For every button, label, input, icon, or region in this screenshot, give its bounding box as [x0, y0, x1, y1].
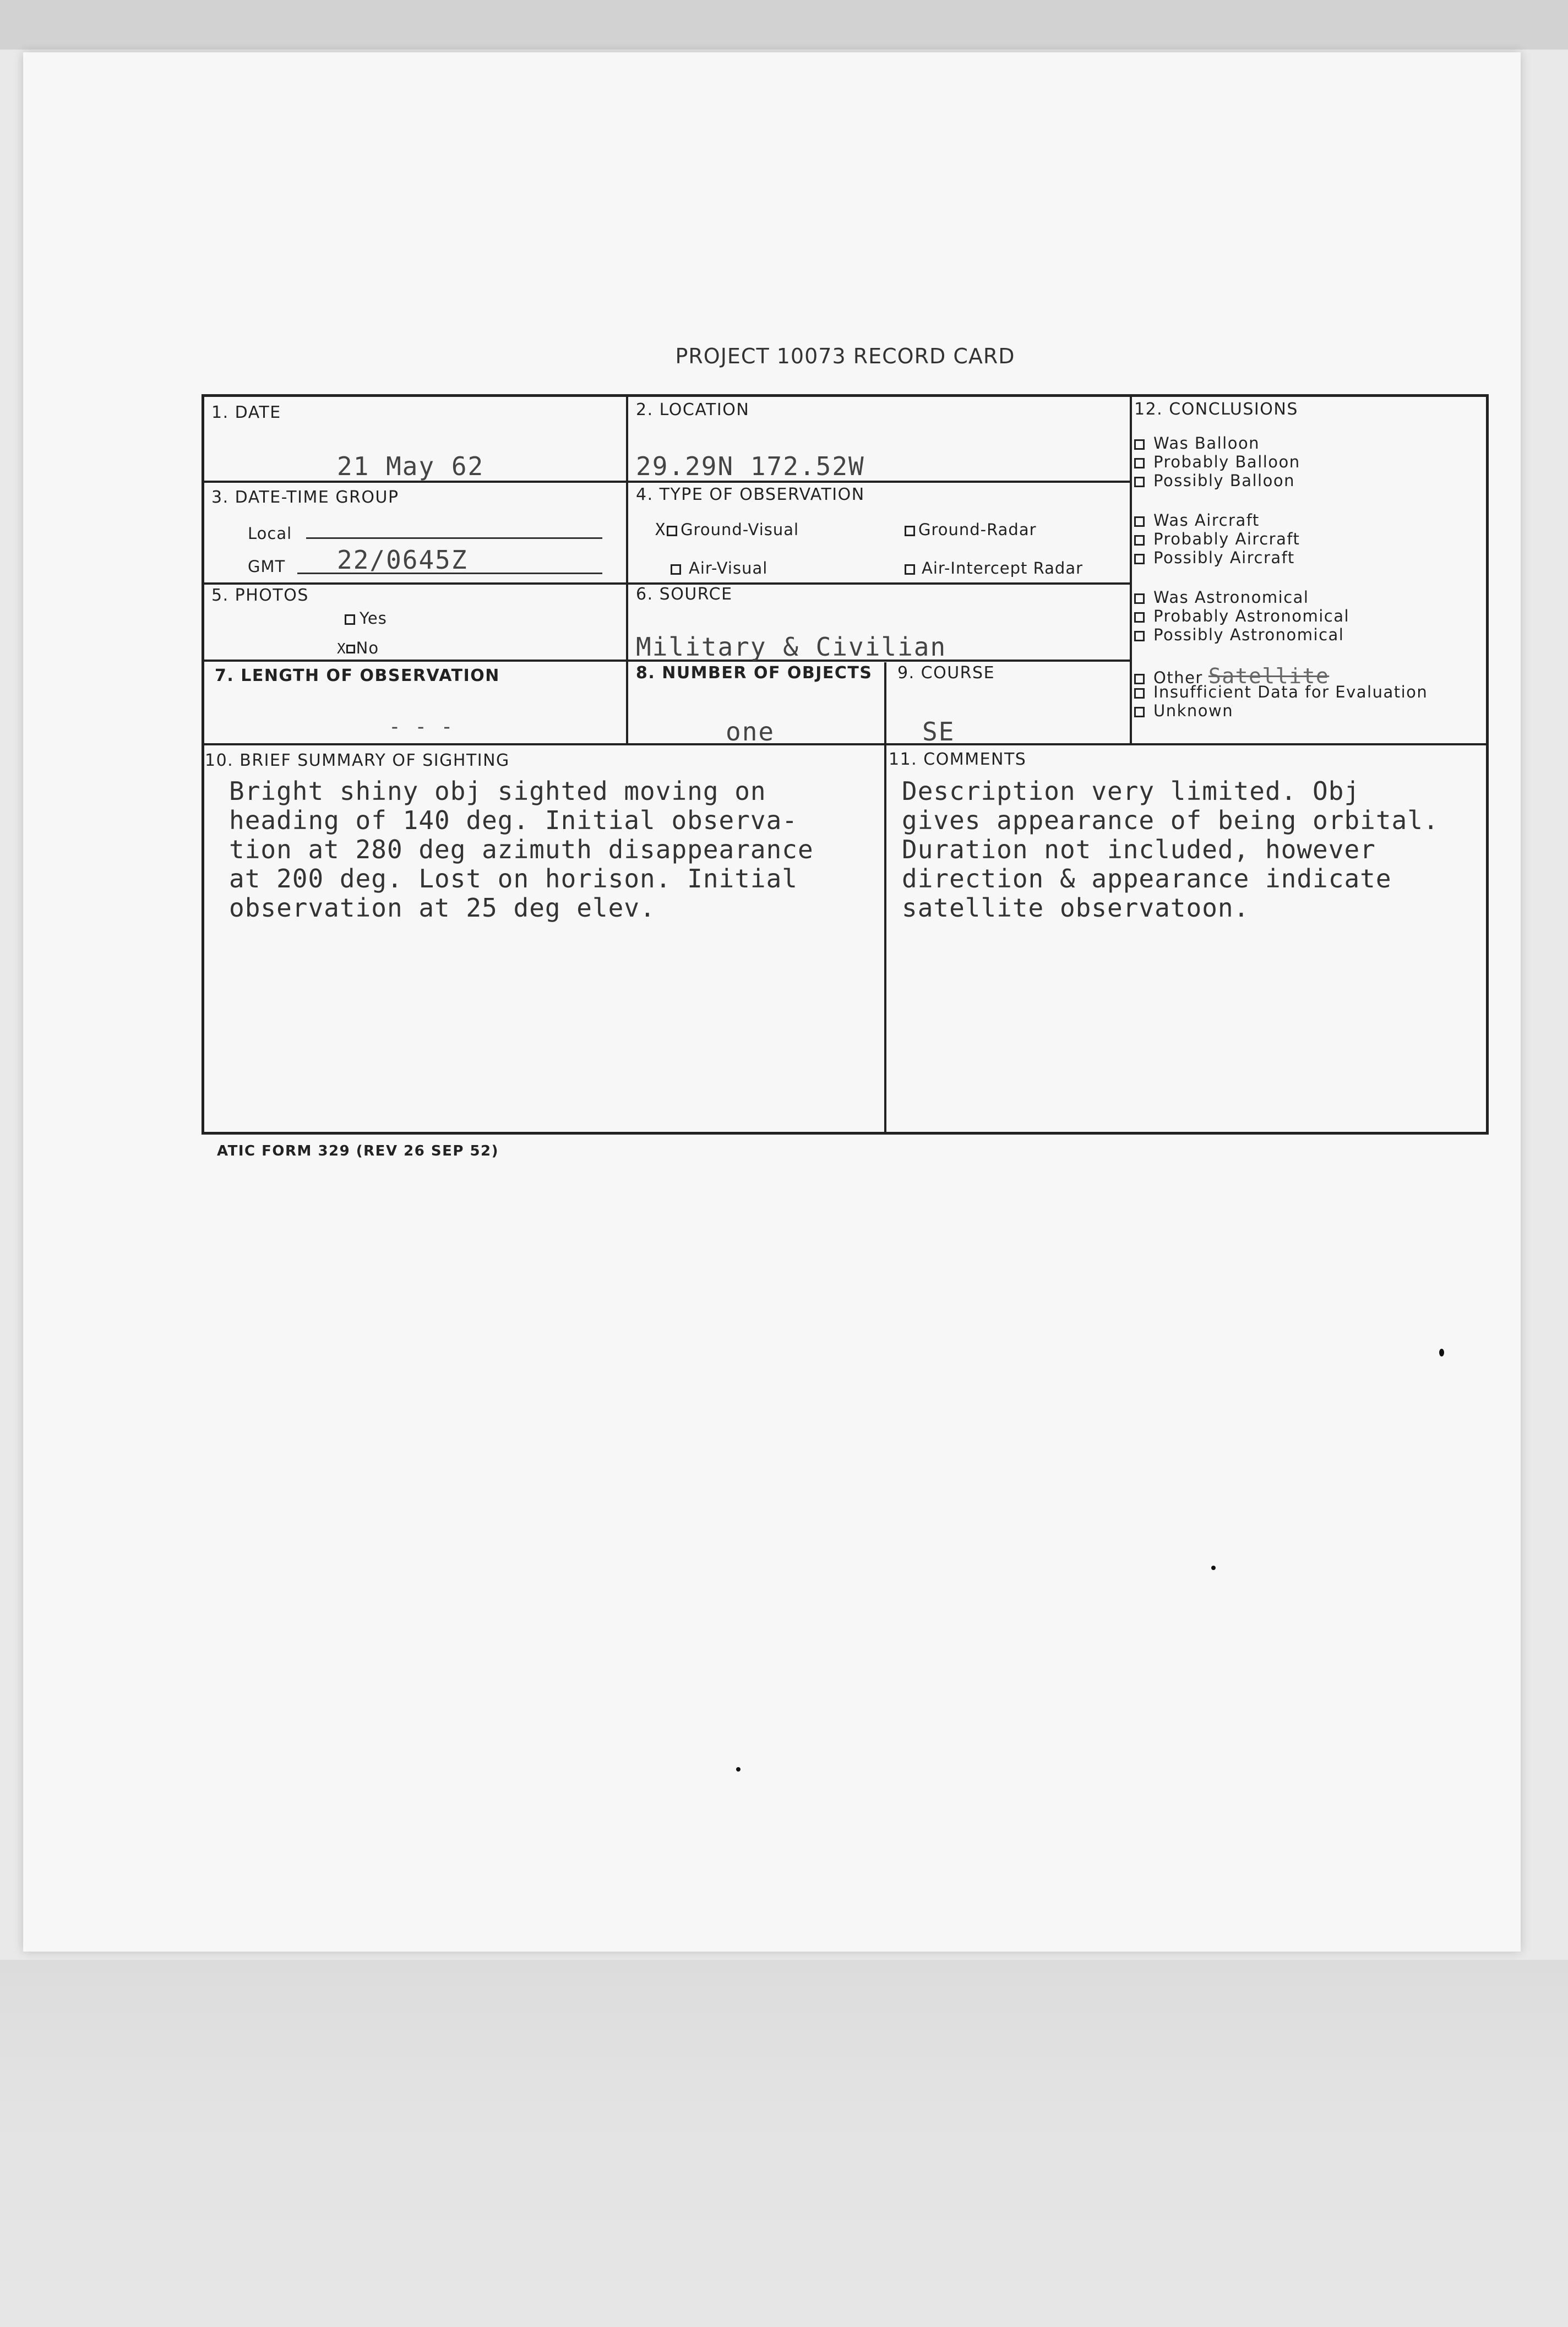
other-conclusion-value: Satellite [1208, 664, 1330, 688]
conclusion-item [1134, 625, 1344, 644]
gmt-value: 22/0645Z [337, 545, 468, 575]
comments-body [902, 777, 1439, 923]
conclusion-item-label: Probably Aircraft [1153, 530, 1300, 548]
conclusion-item-label: Was Balloon [1153, 434, 1260, 453]
checkbox-icon [1134, 631, 1145, 641]
conclusion-item-label: Probably Balloon [1153, 453, 1300, 471]
conclusion-item [1134, 434, 1260, 453]
conclusion-item-label: Possibly Astronomical [1153, 625, 1344, 644]
conclusion-item-label: Possibly Aircraft [1153, 548, 1295, 567]
card-title: PROJECT 10073 RECORD CARD [675, 344, 1015, 368]
checkbox-icon [667, 526, 677, 536]
checkbox-icon [346, 645, 355, 653]
summary-line: observation at 25 deg elev. [229, 893, 656, 923]
conclusion-item-label: Was Astronomical [1153, 588, 1309, 607]
grid-line [203, 743, 1488, 745]
checkbox-icon [1134, 458, 1145, 468]
summary-line: heading of 140 deg. Initial observa- [229, 805, 798, 835]
option-air-intercept-radar: Air-Intercept Radar [905, 559, 1083, 577]
photos-yes: Yes [345, 609, 387, 628]
scan-speck [736, 1767, 741, 1772]
summary-line: at 200 deg. Lost on horison. Initial [229, 864, 798, 893]
summary-line: Bright shiny obj sighted moving on [229, 776, 766, 806]
checkbox-icon [905, 526, 915, 536]
type-of-observation-label: 4. TYPE OF OBSERVATION [636, 485, 865, 504]
ground-visual-mark: X [655, 520, 666, 539]
conclusion-item [1134, 453, 1300, 471]
conclusion-item [1134, 530, 1300, 548]
photos-no: X No [337, 639, 379, 657]
date-time-group-label: 3. DATE-TIME GROUP [211, 488, 399, 507]
photos-no-mark: X [337, 641, 346, 657]
conclusion-item-label: Unknown [1153, 701, 1234, 720]
checkbox-icon [1134, 477, 1145, 487]
checkbox-icon [1134, 688, 1145, 699]
grid-line [626, 395, 628, 745]
source-value: Military & Civilian [636, 632, 947, 662]
option-ground-visual: X Ground-Visual [655, 520, 799, 539]
checkbox-icon [1134, 612, 1145, 623]
comments-line: Duration not included, however [902, 835, 1376, 864]
conclusion-item-label: Insufficient Data for Evaluation [1153, 683, 1428, 701]
course-label: 9. COURSE [897, 663, 995, 683]
date-label: 1. DATE [211, 403, 281, 422]
conclusions-label: 12. CONCLUSIONS [1134, 400, 1298, 419]
local-field-line [306, 537, 602, 539]
summary-body [229, 777, 814, 923]
conclusion-item-label: Probably Astronomical [1153, 607, 1350, 625]
course-value: SE [922, 717, 955, 746]
conclusion-item-label: Other [1153, 668, 1203, 687]
grid-line [1130, 395, 1132, 745]
option-air-visual: Air-Visual [671, 559, 767, 577]
checkbox-icon [1134, 516, 1145, 527]
location-value: 29.29N 172.52W [636, 451, 865, 481]
number-of-objects-label: 8. NUMBER OF OBJECTS [636, 663, 873, 683]
comments-line: satellite observatoon. [902, 893, 1250, 923]
conclusion-item-label: Was Aircraft [1153, 511, 1260, 530]
comments-line: direction & appearance indicate [902, 864, 1392, 893]
length-of-observation-value: - - - [389, 716, 454, 738]
scan-speck [1211, 1566, 1216, 1570]
grid-line [884, 662, 886, 1133]
conclusion-item [1134, 548, 1295, 567]
summary-line: tion at 280 deg azimuth disappearance [229, 835, 814, 864]
scan-top-edge [0, 0, 1568, 50]
conclusion-item [1134, 701, 1233, 720]
scan-speck [1439, 1349, 1444, 1356]
number-of-objects-value: one [726, 717, 775, 746]
conclusion-item [1134, 471, 1295, 490]
local-label: Local [248, 524, 292, 543]
checkbox-icon [1134, 554, 1145, 564]
gmt-label: GMT [248, 557, 286, 576]
form-number: ATIC FORM 329 (REV 26 SEP 52) [217, 1143, 499, 1159]
location-label: 2. LOCATION [636, 400, 750, 419]
length-of-observation-label: 7. LENGTH OF OBSERVATION [215, 666, 500, 685]
checkbox-icon [1134, 593, 1145, 604]
checkbox-icon [905, 564, 915, 575]
summary-label: 10. BRIEF SUMMARY OF SIGHTING [205, 751, 510, 770]
checkbox-icon [671, 564, 681, 575]
checkbox-icon [345, 614, 355, 625]
conclusion-item [1134, 607, 1349, 625]
date-value: 21 May 62 [337, 451, 484, 481]
checkbox-icon [1134, 707, 1145, 717]
scan-bottom-edge [0, 1960, 1568, 2327]
conclusion-item [1134, 511, 1260, 530]
photos-label: 5. PHOTOS [211, 586, 309, 605]
source-label: 6. SOURCE [636, 585, 733, 604]
option-ground-radar: Ground-Radar [905, 520, 1037, 539]
conclusion-item [1134, 588, 1309, 607]
comments-line: Description very limited. Obj [902, 776, 1360, 806]
conclusion-item-label: Possibly Balloon [1153, 471, 1295, 490]
comments-line: gives appearance of being orbital. [902, 805, 1439, 835]
conclusion-item [1134, 683, 1428, 701]
checkbox-icon [1134, 535, 1145, 546]
comments-label: 11. COMMENTS [889, 750, 1027, 769]
checkbox-icon [1134, 439, 1145, 450]
